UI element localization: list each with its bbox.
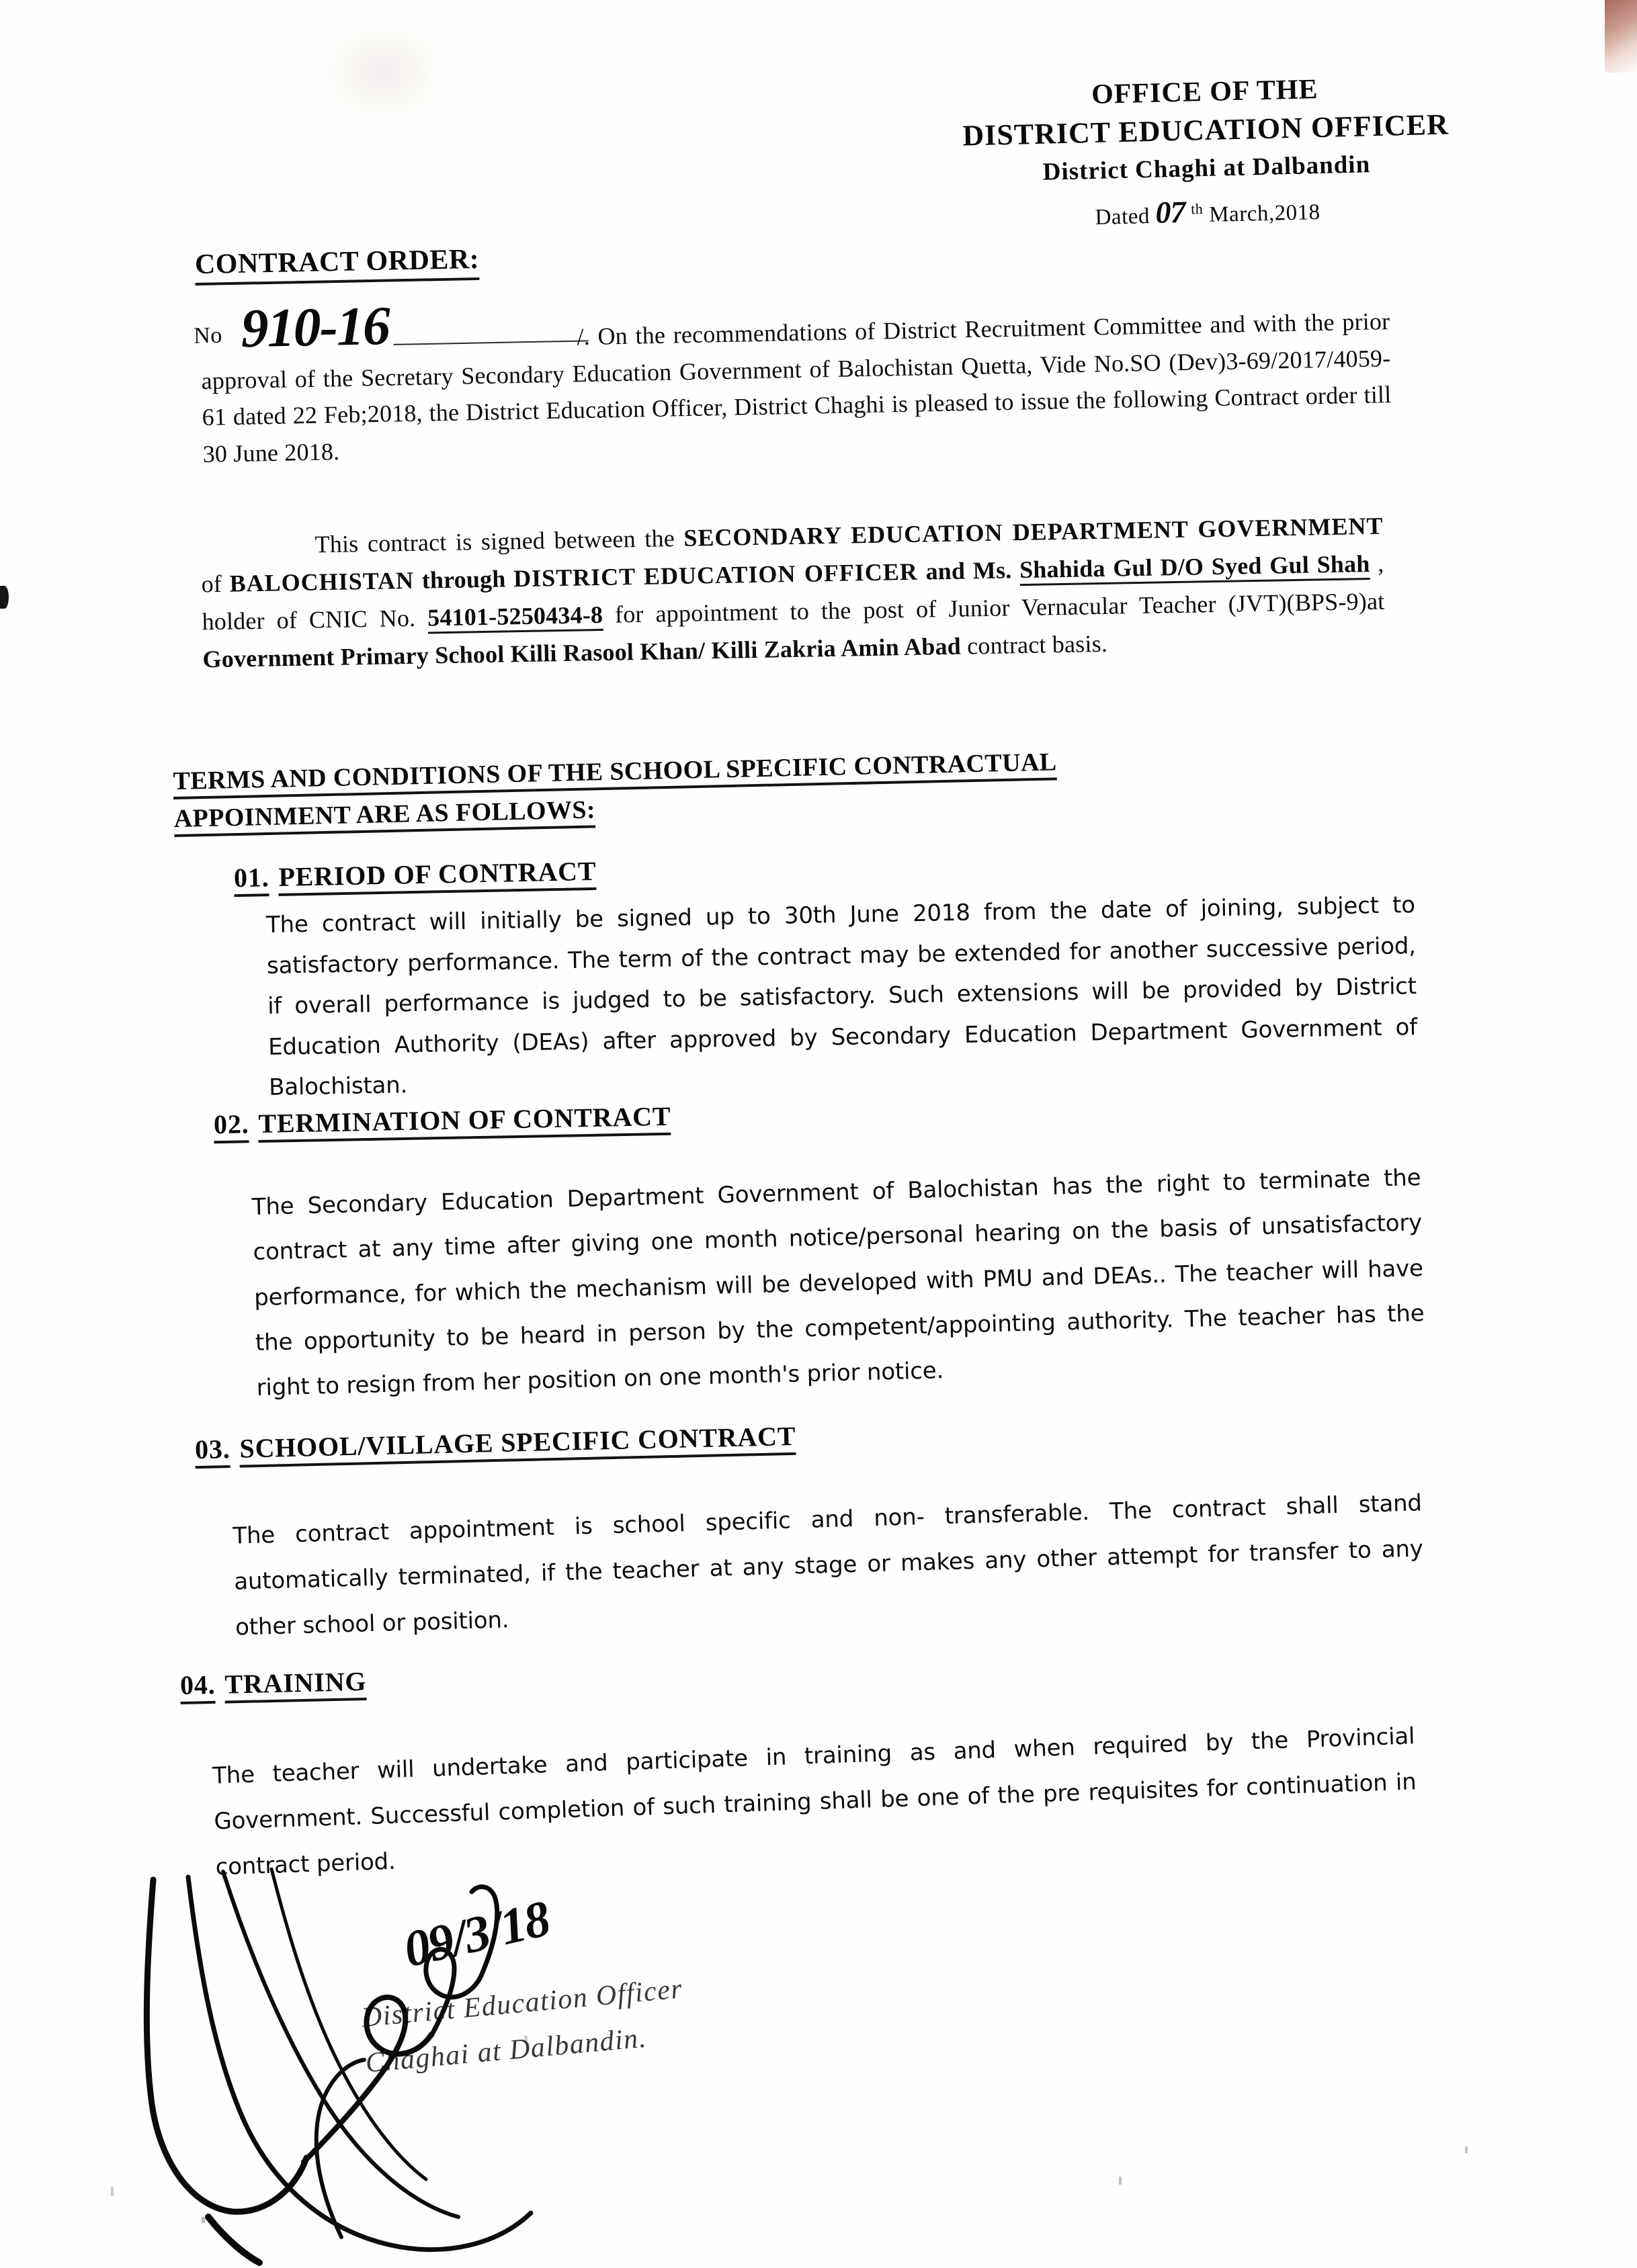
p2-post: for appointment to the post of Junior Vernacular Teacher (JVT)(BPS-9)at xyxy=(614,587,1385,628)
scan-corner-artifact xyxy=(1605,0,1637,73)
p2-of: of xyxy=(201,570,222,598)
section-heading-training xyxy=(180,1665,367,1701)
section-title: TERMINATION OF CONTRACT xyxy=(258,1101,671,1143)
section-title: SCHOOL/VILLAGE SPECIFIC CONTRACT xyxy=(239,1421,796,1468)
section-heading-school-village-specific-contract xyxy=(195,1420,796,1465)
p2-cnic-label: , holder of CNIC No. xyxy=(202,550,1384,636)
scan-speck xyxy=(111,2187,114,2196)
order-number-handwritten: 910-16 xyxy=(240,295,390,359)
section-title: PERIOD OF CONTRACT xyxy=(278,856,597,896)
p2-lead: This contract is signed between the xyxy=(314,525,675,558)
p2-school-name: Government Primary School Killi Rasool Khan/ Killi Zakria Amin Abad xyxy=(202,633,962,673)
section-body-termination-of-contract: The Secondary Education Department Government of Balochistan has the right to terminate the contract at any time after giving one month notice/personal hearing on the basis of unsatisfactory performance, for which the mechanism will be developed with PMU and DEAs.. The teacher will have the opportunity to be heard in person by the competent/appointing authority. The teacher has the right to resign from her position on one month's prior notice. xyxy=(251,1164,1425,1402)
dated-suffix: th xyxy=(1190,200,1204,218)
section-heading-period-of-contract xyxy=(234,855,597,893)
letterhead-line-officer: DISTRICT EDUCATION OFFICER xyxy=(962,107,1450,152)
scan-speck xyxy=(1465,2146,1468,2153)
section-number: 01. xyxy=(234,862,269,897)
dated-day-handwritten: 07 xyxy=(1155,194,1186,230)
section-title: TRAINING xyxy=(224,1666,367,1704)
p2-cnic-value: 54101-5250434-8 xyxy=(427,601,603,634)
designation-line-1: District Education Officer xyxy=(360,1973,684,2034)
p2-and-ms: and Ms. xyxy=(925,556,1012,585)
p2-party-department: SECONDARY EDUCATION DEPARTMENT GOVERNMENT xyxy=(683,512,1384,552)
intro-paragraph-1: /. On the recommendations of District Recruitment Committee and with the prior approval of the Secretary Secondary Education Government of Balochistan Quetta, Vide No.SO (Dev)3-69/2017/4059-61 dated 22 Feb;2018, the District Education Officer, District Chaghi is pleased to issue the following Contract order till 30 June 2018. xyxy=(201,308,1392,468)
scan-speck xyxy=(202,2217,205,2223)
scan-speck xyxy=(1119,2177,1122,2185)
section-number: 04. xyxy=(180,1669,216,1704)
p2-through: through xyxy=(421,565,506,594)
signature-designation-block xyxy=(360,1966,689,2087)
section-body-training: The teacher will undertake and participate in training as and when required by the Provincial Government. Successful completion of such training shall be one of the pre requisites for continuation in contract period. xyxy=(212,1722,1417,1881)
section-number: 02. xyxy=(214,1108,249,1143)
letterhead-line-office: OFFICE OF THE xyxy=(1091,74,1318,110)
letterhead-line-district: District Chaghi at Dalbandin xyxy=(1042,150,1371,187)
p2-province: BALOCHISTAN xyxy=(229,566,415,597)
p2-tail: contract basis. xyxy=(966,630,1108,660)
contract-order-label: CONTRACT ORDER: xyxy=(195,243,480,286)
p2-party-officer: DISTRICT EDUCATION OFFICER xyxy=(513,558,919,593)
faded-seal-artifact xyxy=(282,0,484,141)
terms-banner-line-2: APPOINMENT ARE AS FOLLOWS: xyxy=(173,796,595,838)
p2-teacher-name: Shahida Gul D/O Syed Gul Shah xyxy=(1019,550,1370,586)
section-number: 03. xyxy=(195,1434,231,1469)
scan-edge-mark xyxy=(0,586,9,609)
section-body-period-of-contract: The contract will initially be signed up to 30th June 2018 from the date of joining, subject to satisfactory performance. The term of the contract may be extended for another successive period, if overall performance is judged to be satisfactory. Such extensions will be provided by District Education Authority (DEAs) after approved by Secondary Education Department Government of Balochistan. xyxy=(265,891,1418,1101)
dated-month-year: March,2018 xyxy=(1208,200,1321,227)
letterhead xyxy=(825,65,1587,245)
handwritten-signature-date: 09/3/18 xyxy=(398,1890,554,1978)
dated-label: Dated xyxy=(1095,204,1150,230)
terms-and-conditions-banner xyxy=(173,740,1222,838)
order-number-label: No xyxy=(193,322,223,349)
section-body-school-village-specific-contract: The contract appointment is school specific and non- transferable. The contract shall stand automatically terminated, if the teacher at any stage or makes any other attempt for transfer to any other school or position. xyxy=(232,1489,1424,1641)
intro-paragraph-2 xyxy=(200,507,1386,679)
designation-line-2: Chaghai at Dalbandin. xyxy=(364,2022,648,2079)
terms-banner-line-1: TERMS AND CONDITIONS OF THE SCHOOL SPECIFIC CONTRACTUAL xyxy=(173,748,1057,799)
